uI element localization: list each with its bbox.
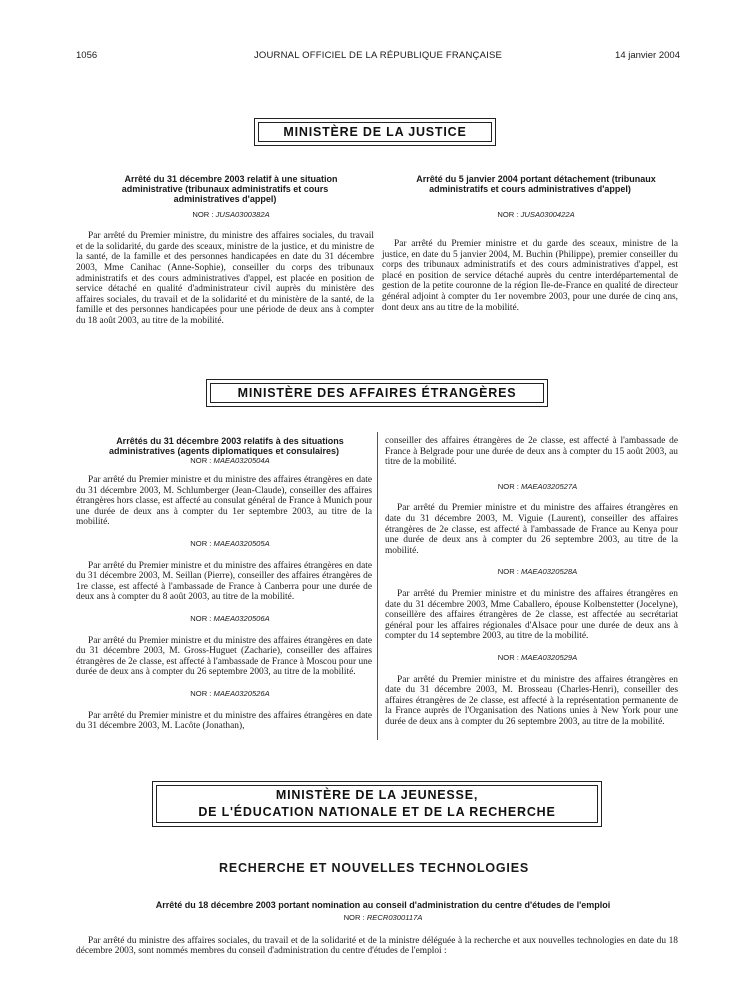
nor-label: NOR :	[497, 210, 519, 220]
nor-reference	[385, 653, 678, 664]
journal-title: JOURNAL OFFICIEL DE LA RÉPUBLIQUE FRANÇAISE	[253, 50, 503, 61]
nor-code: JUSA0300422A	[520, 210, 575, 220]
nor-label: NOR :	[343, 913, 365, 923]
nor-reference	[76, 614, 372, 625]
nor-reference	[385, 567, 678, 578]
nor-label: NOR :	[190, 456, 212, 466]
nor-reference	[76, 456, 372, 467]
nor-code: MAEA0320504A	[213, 456, 270, 466]
nor-label: NOR :	[497, 481, 519, 491]
foreign-affairs-left-column	[76, 436, 372, 732]
nor-label: NOR :	[190, 538, 212, 548]
column-rule	[377, 432, 378, 740]
section-subheading: RECHERCHE ET NOUVELLES TECHNOLOGIES	[219, 861, 529, 875]
research-article	[76, 900, 678, 957]
article-body: Par arrêté du ministre des affaires sociales, du travail et de la solidarité et de la ministre déléguée à la recherche et aux nouvelles technologies en date du 18 décembre 2003, sont nommés membres du conseil d'administration du centre d'études de l'emploi :	[76, 935, 678, 957]
nor-code: MAEA0320527A	[521, 481, 578, 491]
article-body-continuation: conseiller des affaires étrangères de 2e classe, est affecté à l'ambassade de France à Belgrade pour une durée de deux ans à compter du 15 août 2003, au titre de la mobilité.	[385, 436, 678, 468]
article-body: Par arrêté du Premier ministre et du ministre des affaires étrangères en date du 31 décembre 2003, M. Viguie (Laurent), conseiller des affaires étrangères de 2e classe, est affecté à l'ambassade de France au Kenya pour une durée de deux ans à compter du 26 septembre 2003, au titre de la mobilité.	[385, 503, 678, 556]
ministry-foreign-affairs-heading-text: MINISTÈRE DES AFFAIRES ÉTRANGÈRES	[237, 386, 517, 400]
article-body: Par arrêté du Premier ministre, du ministre des affaires sociales, du travail et de la solidarité, du garde des sceaux, ministre de la justice, et du ministre de la santé, de la famille et des personnes handicapées en date du 31 décembre 2003, Mme Canihac (Anne-Sophie), conseiller du corps des tribunaux administratifs et des cours administratives d'appel, est placée en position de service détaché en qualité d'administrateur civil auprès du ministère des affaires sociales, du travail et de la solidarité et du ministère de la santé, de la famille et des personnes handicapées pour une période de deux ans à compter du 18 août 2003, au titre de la mobilité.	[76, 231, 374, 326]
nor-code: RECR0300117A	[366, 913, 423, 923]
ministry-justice-heading-text: MINISTÈRE DE LA JUSTICE	[283, 125, 467, 139]
page-number: 1056	[76, 50, 98, 61]
issue-date: 14 janvier 2004	[615, 50, 680, 61]
article-body: Par arrêté du Premier ministre et du ministre des affaires étrangères en date du 31 décembre 2003, M. Schlumberger (Jean-Claude), conseiller des affaires étrangères hors classe, est affecté au consulat général de France à Munich pour une durée de deux ans à compter du 1er septembre 2003, au titre de la mobilité.	[76, 475, 372, 528]
nor-code: MAEA0320529A	[521, 652, 578, 662]
article-body: Par arrêté du Premier ministre et du ministre des affaires étrangères en date du 31 décembre 2003, M. Brosseau (Charles-Henri), conseiller des affaires étrangères de 2e classe, est affecté à la représentation permanente de la France auprès de l'Organisation des Nations unies à New York pour une durée de deux ans à compter du 26 septembre 2003, au titre de la mobilité.	[385, 674, 678, 727]
nor-reference	[76, 539, 372, 550]
ministry-foreign-affairs-heading	[206, 379, 548, 407]
article-body: Par arrêté du Premier ministre et du ministre des affaires étrangères en date du 31 décembre 2003, Mme Caballero, épouse Kolbenstetter (Jocelyne), conseillère des affaires étrangères de 2e classe, est affectée au secrétariat général pour les affaires régionales d'Alsace pour une durée de deux ans à compter du 14 septembre 2003, au titre de la mobilité.	[385, 588, 678, 642]
justice-left-column	[76, 174, 374, 327]
nor-reference	[382, 210, 678, 221]
nor-label: NOR :	[190, 613, 212, 623]
nor-code: MAEA0320505A	[213, 538, 270, 548]
article-body: Par arrêté du Premier ministre et du ministre des affaires étrangères en date du 31 décembre 2003, M. Gross-Huguet (Zacharie), conseiller des affaires étrangères de 2e classe, est affecté à l'ambassade de France à Moscou pour une durée de deux ans à compter du 26 septembre 2003, au titre de la mobilité.	[76, 635, 372, 678]
nor-code: MAEA0320506A	[213, 613, 270, 623]
nor-code: JUSA0300382A	[215, 209, 270, 219]
article-title: Arrêté du 18 décembre 2003 portant nomination au conseil d'administration du centre d'études de l'emploi	[155, 900, 611, 910]
nor-code: MAEA0320528A	[521, 567, 578, 577]
foreign-affairs-right-column	[385, 436, 678, 727]
nor-reference	[76, 210, 374, 221]
article-body: Par arrêté du Premier ministre et du ministre des affaires étrangères en date du 31 décembre 2003, M. Lacôte (Jonathan),	[76, 710, 372, 732]
ministry-youth-heading-line2: DE L'ÉDUCATION NATIONALE ET DE LA RECHERCHE	[198, 805, 556, 819]
nor-label: NOR :	[190, 688, 212, 698]
nor-label: NOR :	[497, 652, 519, 662]
article-body: Par arrêté du Premier ministre et du garde des sceaux, ministre de la justice, en date du 5 janvier 2004, M. Buchin (Philippe), premier conseiller du corps des tribunaux administratifs et des cours administratives d'appel, est placé en position de service détaché auprès du centre interdépartemental de gestion de la petite couronne de la région Ile-de-France en qualité de directeur général adjoint à compter du 1er novembre 2003, pour une durée de cinq ans, dont deux ans au titre de la mobilité.	[382, 239, 678, 313]
article-body: Par arrêté du Premier ministre et du ministre des affaires étrangères en date du 31 décembre 2003, M. Seillan (Pierre), conseiller des affaires étrangères de 1re classe, est affecté à l'ambassade de France à Canberra pour une durée de deux ans à compter du 8 août 2003, au titre de la mobilité.	[76, 560, 372, 603]
nor-reference	[385, 482, 678, 493]
ministry-youth-education-research-heading	[152, 781, 602, 827]
article-title: Arrêté du 31 décembre 2003 relatif à une situation administrative (tribunaux administratifs et cours administratives d'appel)	[121, 174, 338, 205]
ministry-justice-heading	[254, 118, 496, 146]
ministry-youth-heading-line1: MINISTÈRE DE LA JEUNESSE,	[275, 788, 479, 802]
running-header	[76, 50, 680, 64]
nor-code: MAEA0320526A	[213, 688, 270, 698]
justice-right-column	[382, 174, 678, 313]
article-title: Arrêtés du 31 décembre 2003 relatifs à des situations administratives (agents diplomatiques et consulaires)	[108, 436, 344, 457]
nor-label: NOR :	[497, 567, 519, 577]
nor-label: NOR :	[192, 209, 214, 219]
article-title: Arrêté du 5 janvier 2004 portant détachement (tribunaux administratifs et cours administratives d'appel)	[416, 174, 656, 195]
nor-reference	[76, 689, 372, 700]
nor-reference	[76, 913, 678, 924]
